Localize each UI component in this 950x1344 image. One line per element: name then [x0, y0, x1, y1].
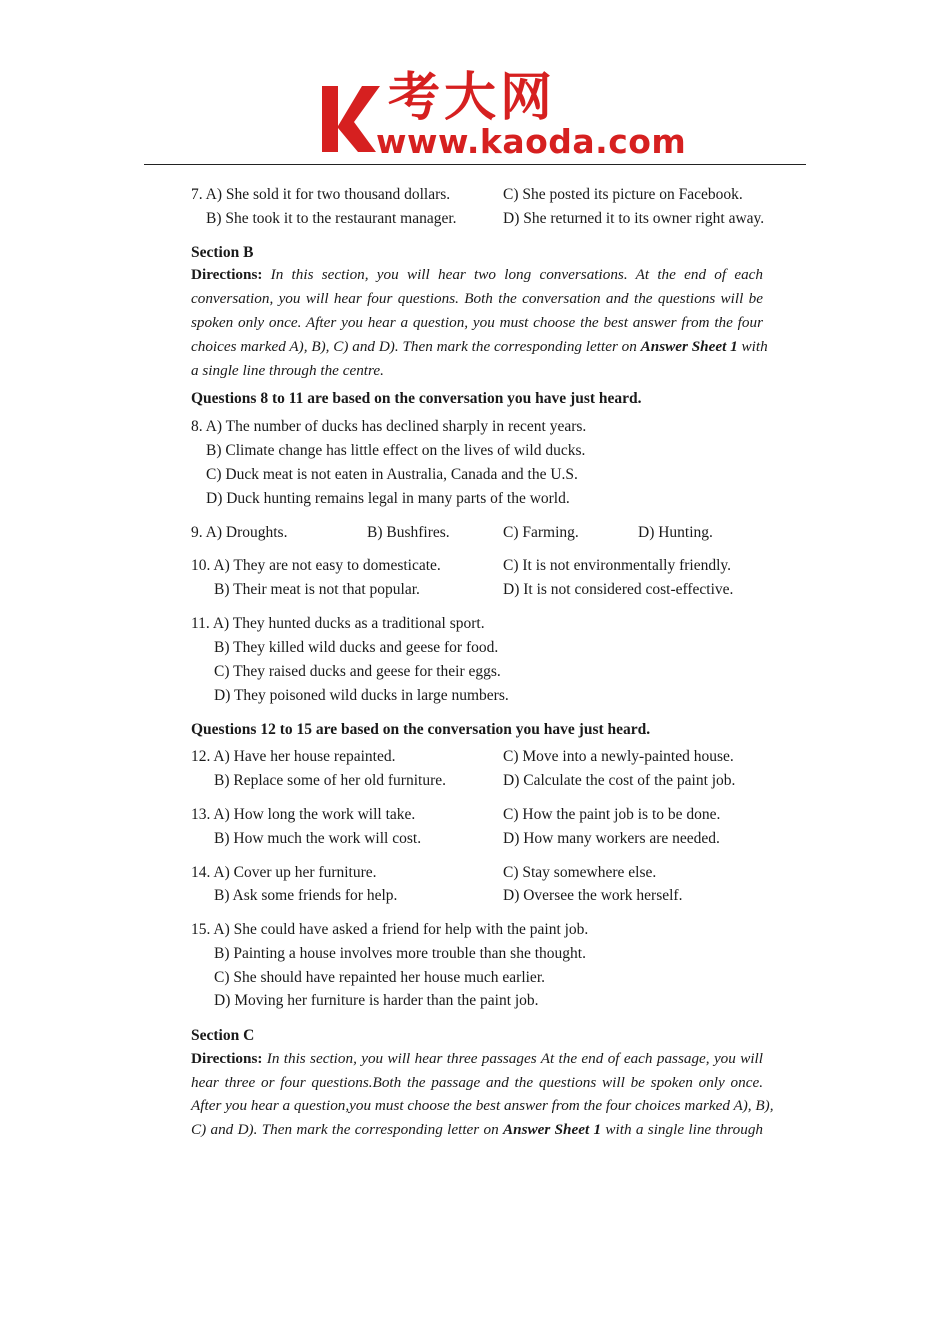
- section-b-answer-sheet: Answer Sheet 1: [640, 338, 738, 355]
- q11-option-b: B) They killed wild ducks and geese for food.: [214, 639, 499, 656]
- q15-option-c: C) She should have repainted her house much earlier.: [214, 969, 545, 986]
- q13-option-a: 13. A) How long the work will take.: [191, 806, 416, 823]
- q10-option-b: B) Their meat is not that popular.: [214, 581, 420, 598]
- q12-option-b: B) Replace some of her old furniture.: [214, 772, 446, 789]
- group2-heading: Questions 12 to 15 are based on the conversation you have just heard.: [191, 721, 651, 738]
- section-c-answer-sheet: Answer Sheet 1: [503, 1120, 602, 1138]
- section-c-directions-label: Directions:: [191, 1050, 263, 1067]
- logo-url-text: www.kaoda.com: [376, 122, 687, 161]
- section-c-title: Section C: [191, 1027, 255, 1044]
- q11-option-a: 11. A) They hunted ducks as a traditional sport.: [191, 615, 485, 632]
- q10-option-a: 10. A) They are not easy to domesticate.: [191, 557, 441, 574]
- section-b-dir-line-3: spoken only once. After you hear a question, you must choose the best answer from the four: [191, 314, 763, 331]
- q9-option-b: B) Bushfires.: [367, 524, 450, 541]
- q14-option-b: B) Ask some friends for help.: [214, 887, 398, 904]
- q12-option-d: D) Calculate the cost of the paint job.: [503, 772, 736, 789]
- q11-option-d: D) They poisoned wild ducks in large numbers.: [214, 687, 509, 704]
- q14-option-c: C) Stay somewhere else.: [503, 864, 657, 881]
- section-b-dir-line-4: choices marked A), B), C) and D). Then mark the corresponding letter on: [191, 338, 637, 355]
- q15-option-a: 15. A) She could have asked a friend for help with the paint job.: [191, 921, 589, 938]
- q8-option-a: 8. A) The number of ducks has declined sharply in recent years.: [191, 418, 587, 435]
- section-c-dir-line-4: C) and D). Then mark the corresponding letter on: [191, 1120, 499, 1138]
- section-b-dir-line-4-tail: with: [741, 338, 768, 355]
- logo-chinese-text: 考大网: [388, 68, 557, 128]
- section-c-dir-line-4-tail: with a single line through: [605, 1120, 764, 1138]
- q8-option-d: D) Duck hunting remains legal in many parts of the world.: [206, 490, 570, 507]
- q13-option-b: B) How much the work will cost.: [214, 830, 422, 847]
- q9-option-c: C) Farming.: [503, 524, 579, 541]
- q15-option-b: B) Painting a house involves more trouble than she thought.: [214, 945, 586, 962]
- q13-option-c: C) How the paint job is to be done.: [503, 806, 721, 823]
- section-b-directions-label: Directions:: [191, 266, 263, 283]
- q7-option-b: B) She took it to the restaurant manager.: [206, 210, 457, 227]
- section-b-dir-line-1: In this section, you will hear two long conversations. At the end of each: [270, 266, 764, 283]
- q10-option-c: C) It is not environmentally friendly.: [503, 557, 732, 574]
- q7-option-c: C) She posted its picture on Facebook.: [503, 186, 743, 203]
- kaoda-logo: [318, 68, 687, 161]
- q10-option-d: D) It is not considered cost-effective.: [503, 581, 734, 598]
- section-b-dir-line-2: conversation, you will hear four questions. Both the conversation and the questions will be: [191, 290, 763, 307]
- q15-option-d: D) Moving her furniture is harder than the paint job.: [214, 992, 539, 1009]
- q8-option-b: B) Climate change has little effect on the lives of wild ducks.: [206, 442, 586, 459]
- q8-option-c: C) Duck meat is not eaten in Australia, Canada and the U.S.: [206, 466, 578, 483]
- group1-heading: Questions 8 to 11 are based on the conversation you have just heard.: [191, 390, 642, 407]
- q12-option-a: 12. A) Have her house repainted.: [191, 748, 396, 765]
- logo-k-icon: [318, 82, 382, 152]
- q11-option-c: C) They raised ducks and geese for their eggs.: [214, 663, 501, 680]
- header-divider: [144, 164, 806, 165]
- q13-option-d: D) How many workers are needed.: [503, 830, 720, 847]
- q14-option-d: D) Oversee the work herself.: [503, 887, 683, 904]
- q12-option-c: C) Move into a newly-painted house.: [503, 748, 734, 765]
- q7-option-a: 7. A) She sold it for two thousand dollars.: [191, 186, 451, 203]
- section-b-title: Section B: [191, 244, 254, 261]
- section-c-dir-line-3: After you hear a question,you must choose the best answer from the four choices marked A), B),: [191, 1097, 774, 1114]
- q9-option-a: 9. A) Droughts.: [191, 524, 288, 541]
- section-c-dir-line-1: In this section, you will hear three passages At the end of each passage, you will: [266, 1050, 764, 1067]
- section-c-dir-line-2: hear three or four questions.Both the passage and the questions will be spoken only once.: [191, 1073, 763, 1091]
- q7-option-d: D) She returned it to its owner right away.: [503, 210, 765, 227]
- q14-option-a: 14. A) Cover up her furniture.: [191, 864, 377, 881]
- section-b-directions: [191, 263, 768, 383]
- section-b-dir-line-5: a single line through the centre.: [191, 362, 384, 379]
- q9-option-d: D) Hunting.: [638, 524, 713, 541]
- section-c-directions: [191, 1047, 774, 1141]
